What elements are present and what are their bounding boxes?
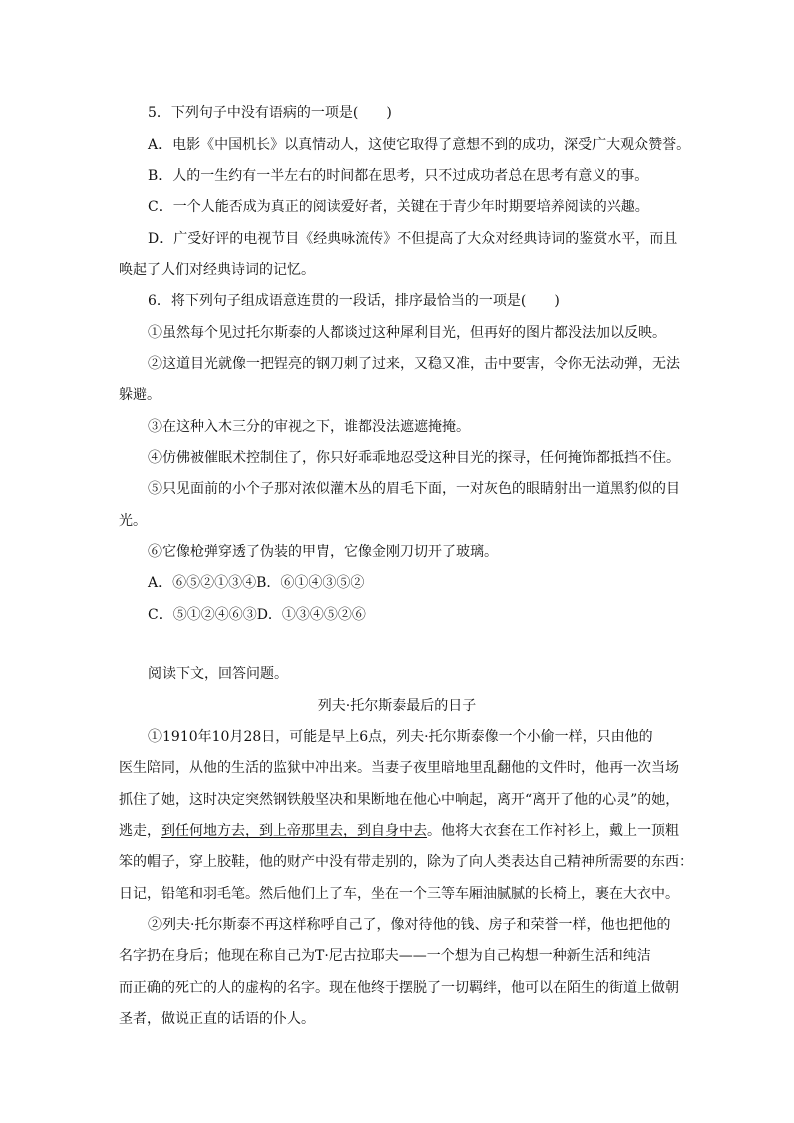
reading-title: 列夫·托尔斯泰最后的日子 xyxy=(317,698,477,714)
question-5-option-b: B．人的一生约有一半左右的时间都在思考，只不过成功者总在思考有意义的事。 xyxy=(148,168,649,184)
paragraph-1-line6: 日记，铅笔和羽毛笔。然后他们上了车，坐在一个三等车厢油腻腻的长椅上，裹在大衣中。 xyxy=(119,886,679,902)
question-6-options-cd: C．⑤①②④⑥③D．①③④⑤②⑥ xyxy=(148,607,366,623)
paragraph-2-line2: 名字扔在身后；他现在称自己为T·尼古拉耶夫——一个想为自己构想一种新生活和纯洁 xyxy=(119,948,651,964)
question-5-option-c: C．一个人能否成为真正的阅读爱好者，关键在于青少年时期要培养阅读的兴趣。 xyxy=(148,199,649,215)
question-6-stem: 6．将下列句子组成语意连贯的一段话，排序最恰当的一项是( ) xyxy=(148,293,560,309)
paragraph-1-line4-start: 逃走， xyxy=(119,823,161,839)
underlined-phrase: 到任何地方去，到上帝那里去，到自身中去 xyxy=(161,823,427,839)
question-6-sentence-1: ①虽然每个见过托尔斯泰的人都谈过这种犀利目光，但再好的图片都没法加以反映。 xyxy=(148,325,666,341)
paragraph-2-line3: 而正确的死亡的人的虚构的名字。现在他终于摆脱了一切羁绊，他可以在陌生的街道上做朝 xyxy=(119,980,679,996)
paragraph-1-line4-end: 。他将大衣套在工作衬衫上，戴上一顶粗 xyxy=(427,823,679,839)
paragraph-1-line3: 抓住了她，这时决定突然钢铁般坚决和果断地在他心中响起，离开“离开了他的心灵”的她， xyxy=(119,792,680,808)
question-6-options-ab: A．⑥⑤②①③④B．⑥①④③⑤② xyxy=(148,575,365,591)
question-6-sentence-2-line1: ②这道目光就像一把锃亮的钢刀刺了过来，又稳又准，击中要害，令你无法动弹，无法 xyxy=(148,356,680,372)
paragraph-1-line5: 笨的帽子，穿上胶鞋，他的财产中没有带走别的，除为了向人类表达自己精神所需要的东西： xyxy=(119,854,693,870)
paragraph-1-line2: 医生陪同，从他的生活的监狱中冲出来。当妻子夜里暗地里乱翻他的文件时，他再一次当场 xyxy=(119,760,679,776)
paragraph-1-line4 xyxy=(119,821,679,841)
question-6-sentence-5-line1: ⑤只见面前的小个子那对浓似灌木丛的眉毛下面，一对灰色的眼睛射出一道黑豹似的目 xyxy=(148,481,680,497)
question-5-stem: 5．下列句子中没有语病的一项是( ) xyxy=(148,105,392,121)
question-6-sentence-6: ⑥它像枪弹穿透了伪装的甲胄，它像金刚刀切开了玻璃。 xyxy=(148,544,498,560)
question-6-sentence-3: ③在这种入木三分的审视之下，谁都没法遮遮掩掩。 xyxy=(148,419,470,435)
reading-intro: 阅读下文，回答问题。 xyxy=(148,666,288,682)
paragraph-1-line1: ①1910年10月28日，可能是早上6点，列夫·托尔斯泰像一个小偷一样，只由他的 xyxy=(148,729,653,745)
question-5-option-d-line2: 唤起了人们对经典诗词的记忆。 xyxy=(119,262,315,278)
question-5-option-d-line1: D．广受好评的电视节目《经典咏流传》不但提高了大众对经典诗词的鉴赏水平，而且 xyxy=(148,231,678,247)
question-6-sentence-4: ④仿佛被催眠术控制住了，你只好乖乖地忍受这种目光的探寻，任何掩饰都抵挡不住。 xyxy=(148,450,680,466)
paragraph-2-line4: 圣者，做说正直的话语的仆人。 xyxy=(119,1011,315,1027)
question-6-sentence-5-line2: 光。 xyxy=(119,513,147,529)
question-5-option-a: A．电影《中国机长》以真情动人，这使它取得了意想不到的成功，深受广大观众赞誉。 xyxy=(148,137,691,153)
question-6-sentence-2-line2: 躲避。 xyxy=(119,387,161,403)
paragraph-2-line1: ②列夫·托尔斯泰不再这样称呼自己了，像对待他的钱、房子和荣誉一样，他也把他的 xyxy=(148,917,671,933)
